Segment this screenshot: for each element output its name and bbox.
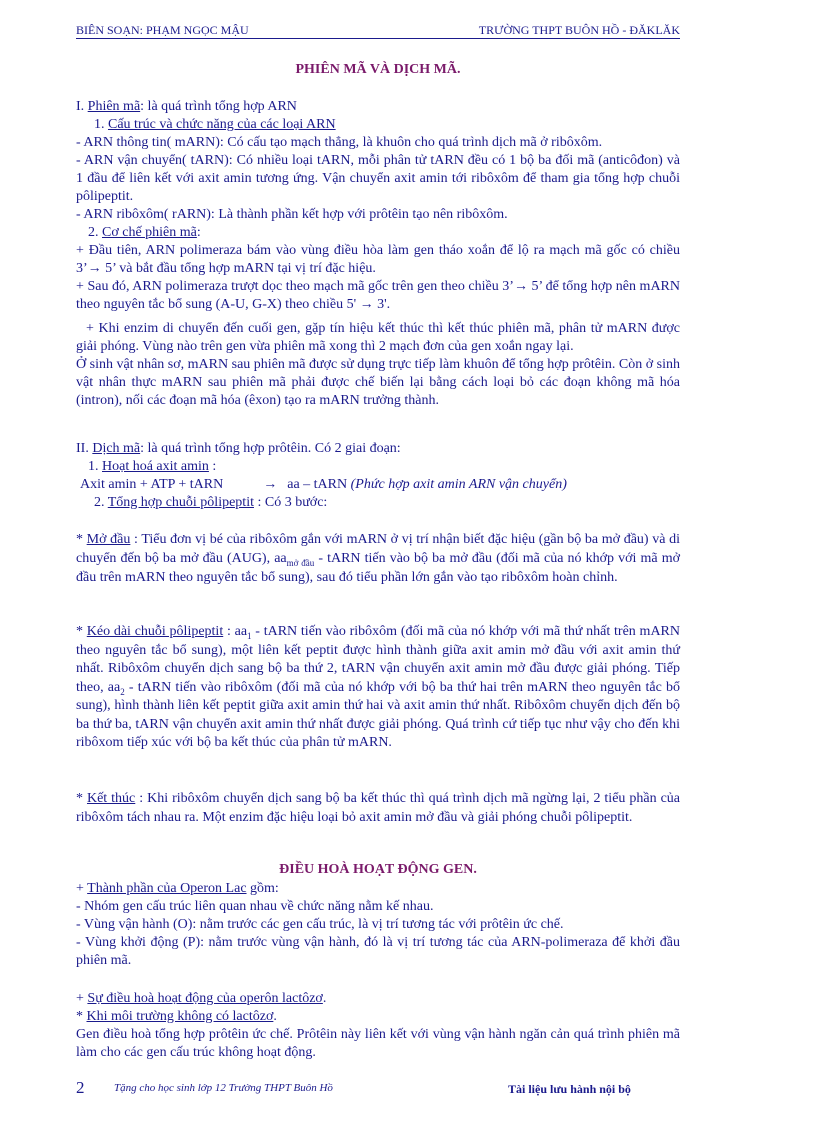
page-header	[76, 22, 680, 39]
arrow-icon: →	[263, 477, 278, 492]
section-translation	[76, 440, 680, 512]
regulation-heading: + Sự điều hoà hoạt động của operôn lactôzơ.	[76, 991, 327, 1006]
mrna-text: - ARN thông tin( mARN): Có cấu tạo mạch thẳng, là khuôn cho quá trình dịch mã ở ribôxôm.	[76, 135, 603, 150]
mechanism-step-3: + Khi enzim di chuyển đến cuối gen, gặp tín hiệu kết thúc thì kết thúc phiên mã, phân tử mARN được giải phóng. Vùng nào trên gen vừa phiên mã xong thì 2 mạch đơn của gen xoắn ngay lại.	[76, 321, 680, 354]
header-author: BIÊN SOẠN: PHẠM NGỌC MẬU	[76, 23, 249, 37]
step-termination: * Kết thúc : Khi ribôxôm chuyển dịch sang bộ ba kết thúc thì quá trình dịch mã ngừng lại, 2 tiểu phần của ribôxôm tách nhau ra. Một enzim đặc hiệu loại bỏ axit amin mở đầu và giải phóng chuỗi pôlipeptit.	[76, 791, 680, 825]
footer-dedication: Tặng cho học sinh lớp 12 Trường THPT Buôn Hồ	[114, 1082, 333, 1094]
operon-structural-genes: - Nhóm gen cấu trúc liên quan nhau về chức năng nằm kế nhau.	[76, 899, 434, 914]
operon-operator: - Vùng vận hành (O): nằm trước các gen cấu trúc, là vị trí tương tác với prôtêin ức chế.	[76, 917, 564, 932]
no-lactose-heading: * Khi môi trường không có lactôzơ.	[76, 1009, 277, 1024]
operon-promoter: - Vùng khởi động (P): nằm trước vùng vận hành, đó là vị trí tương tác của ARN-polimeraza để khởi đầu phiên mã.	[76, 935, 680, 968]
page-number: 2	[76, 1078, 85, 1097]
page-footer	[76, 1080, 680, 1100]
header-school: TRƯỜNG THPT BUÔN HỒ - ĐĂKLĂK	[478, 23, 680, 37]
section-title-transcription: PHIÊN MÃ VÀ DỊCH MÃ.	[295, 62, 461, 77]
section-title-gene-regulation: ĐIỀU HOÀ HOẠT ĐỘNG GEN.	[279, 862, 477, 877]
heading-transcription: I. Phiên mã: là quá trình tổng hợp ARN	[76, 99, 297, 114]
operon-regulation	[76, 990, 680, 1062]
rrna-text: - ARN ribôxôm( rARN): Là thành phần kết hợp với prôtêin tạo nên ribôxôm.	[76, 207, 508, 222]
subheading-mechanism: 2. Cơ chế phiên mã:	[88, 225, 201, 240]
trna-text: - ARN vận chuyển( tARN): Có nhiều loại tARN, mỗi phân tử tARN đều có 1 bộ ba đối mã (anticôđon) và 1 đầu để liên kết với axit amin tương ứng. Vận chuyển axit amin tới ribôxôm để tham gia tổng hợp chuỗi pôlipeptit.	[76, 153, 680, 204]
mechanism-step-2: + Sau đó, ARN polimeraza trượt dọc theo mạch mã gốc trên gen theo chiều 3’→ 5’ để tổng hợp nên mARN theo nguyên tắc bổ sung (A-U, G-X) theo chiều 5' → 3'.	[76, 279, 680, 312]
step-elongation: * Kéo dài chuỗi pôlipeptit : $aa_1$ - tARN tiến vào ribôxôm (đối mã của nó khớp với mã thứ nhất trên mARN theo nguyên tắc bổ sung), một liên kết peptit được hình thành giữa axit amin mở đầu với axit amin thứ nhất. Ribôxôm chuyển dịch sang bộ ba thứ 2, tARN vận chuyển axit amin mở đầu được giải phóng. Tiếp theo, $aa_2$ - tARN tiến vào ribôxôm (đối mã của nó khớp với bộ ba thứ hai trên mARN theo nguyên tắc bổ sung), hình thành liên kết peptit giữa axit amin thứ hai và axit amin thứ nhất. Ribôxôm chuyển dịch đến bộ ba thứ ba, tARN vận chuyển axit amin thứ nhất được giải phóng. Quá trình cứ tiếp tục như vậy cho đến khi ribôxom tiếp xúc với bộ ba kết thúc của phân tử mARN.	[76, 624, 681, 750]
operon-heading: + Thành phần của Operon Lac gồm:	[76, 881, 279, 896]
subheading-activation: 1. Hoạt hoá axit amin :	[88, 459, 217, 474]
subheading-synthesis: 2. Tổng hợp chuỗi pôlipeptit : Có 3 bước:	[94, 495, 328, 510]
section-transcription	[76, 98, 680, 410]
heading-translation: II. Dịch mã: là quá trình tổng hợp prôtêin. Có 2 giai đoạn:	[76, 441, 401, 456]
step-initiation: * Mở đầu : Tiểu đơn vị bé của ribôxôm gắn với mARN ở vị trí nhận biết đặc hiệu (gần bộ ba mở đầu) và di chuyển đến bộ ba mở đầu (AUG), $aa_{mở đầu}$ - tARN tiến vào bộ ba mở đầu (đối mã của nó khớp với mã mở đầu trên mARN theo nguyên tắc bổ sung), sau đó tiểu phần lớn gắn vào tạo ribôxôm hoàn chỉnh.	[76, 532, 680, 585]
mechanism-step-1: + Đầu tiên, ARN polimeraza bám vào vùng điều hòa làm gen tháo xoắn để lộ ra mạch mã gốc có chiều 3’→ 5’ và bắt đầu tổng hợp mARN tại vị trí đặc hiệu.	[76, 243, 680, 276]
mechanism-step-4: Ở sinh vật nhân sơ, mARN sau phiên mã được sử dụng trực tiếp làm khuôn để tổng hợp prôtêin. Còn ở sinh vật nhân thực mARN sau phiên mã phải được chế biến lại bằng cách loại bỏ các đoạn không mã hóa (intron), nối các đoạn mã hóa (êxon) tạo ra mARN trưởng thành.	[76, 357, 680, 408]
activation-equation: Axit amin + ATP + tARN → aa – tARN (Phức hợp axit amin ARN vận chuyển)	[80, 477, 567, 492]
footer-internal-note: Tài liệu lưu hành nội bộ	[508, 1082, 631, 1096]
operon-components	[76, 880, 680, 970]
no-lactose-text: Gen điều hoà tổng hợp prôtêin ức chế. Prôtêin này liên kết với vùng vận hành ngăn cản quá trình phiên mã làm cho các gen cấu trúc không hoạt động.	[76, 1027, 680, 1060]
subheading-rna-types: 1. Cấu trúc và chức năng của các loại ARN	[94, 117, 336, 132]
